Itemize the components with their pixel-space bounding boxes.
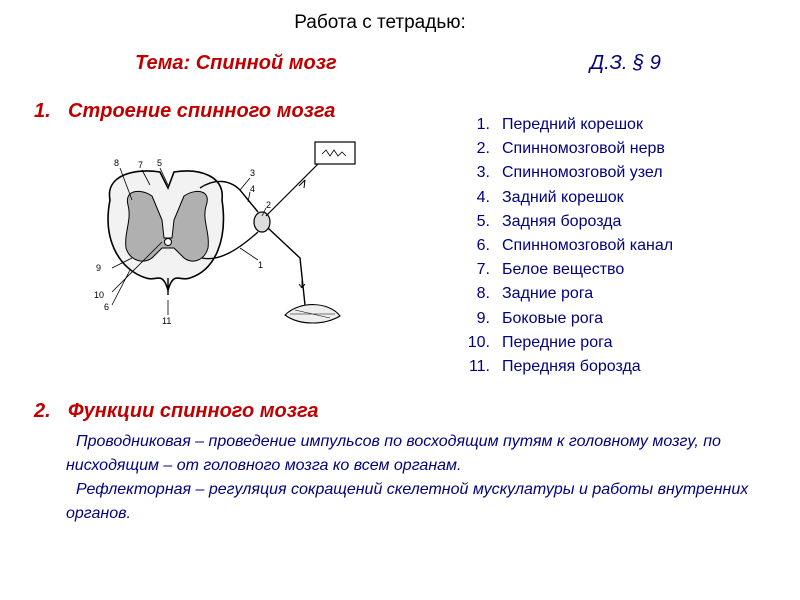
functions-text: [66, 430, 766, 526]
section-title: Функции спинного мозга: [68, 400, 319, 422]
legend-item: 4. Задний корешок: [476, 188, 624, 206]
diagram-label-5: 5: [157, 158, 163, 168]
section-number: 2.: [34, 400, 51, 422]
section-title: Строение спинного мозга: [68, 100, 336, 122]
header-title: Работа с тетрадью:: [294, 12, 466, 33]
legend-item: 11. Передняя борозда: [468, 357, 641, 375]
central-canal: [165, 239, 172, 246]
legend-item: 3. Спинномозговой узел: [476, 164, 663, 182]
section-number: 1.: [34, 100, 51, 122]
diagram-label-4: 4: [250, 184, 256, 194]
section-functions-heading: [34, 400, 319, 423]
skin-receptor: [315, 142, 355, 164]
sensory-fibre: [266, 160, 322, 216]
legend-item: 1. Передний корешок: [476, 116, 643, 133]
diagram-label-10: 10: [94, 290, 105, 300]
legend-item: 2. Спинномозговой нерв: [476, 140, 665, 158]
legend-item: 7. Белое вещество: [476, 261, 625, 279]
diagram-label-7: 7: [138, 160, 144, 170]
section-structure-heading: [34, 100, 335, 123]
homework-reference: Д.З. § 9: [590, 52, 661, 74]
function-conduction: Проводниковая – проведение импульсов по восходящим путям к головному мозгу, по нисходящим – от головного мозга ко всем органам.: [66, 433, 721, 474]
spinal-cord-diagram: [90, 130, 450, 340]
diagram-label-9: 9: [96, 263, 102, 273]
legend-item: 10. Передние рога: [467, 333, 613, 351]
diagram-label-3: 3: [250, 168, 256, 178]
diagram-label-1: 1: [258, 260, 264, 270]
diagram-label-6: 6: [104, 302, 110, 312]
topic-title: Тема: Спинной мозг: [135, 52, 337, 74]
legend-item: 8. Задние рога: [476, 285, 594, 303]
spinal-nerve: [268, 228, 305, 305]
function-reflex: Рефлекторная – регуляция сокращений скелетной мускулатуры и работы внутренних органов.: [66, 481, 749, 522]
diagram-label-8: 8: [114, 158, 120, 168]
diagram-label-11: 11: [162, 316, 172, 326]
legend-item: 9. Боковые рога: [476, 309, 603, 327]
legend-item: 6. Спинномозговой канал: [476, 236, 674, 254]
diagram-label-2: 2: [266, 200, 272, 210]
legend-item: 5. Задняя борозда: [476, 212, 622, 230]
structure-legend: [452, 113, 673, 379]
